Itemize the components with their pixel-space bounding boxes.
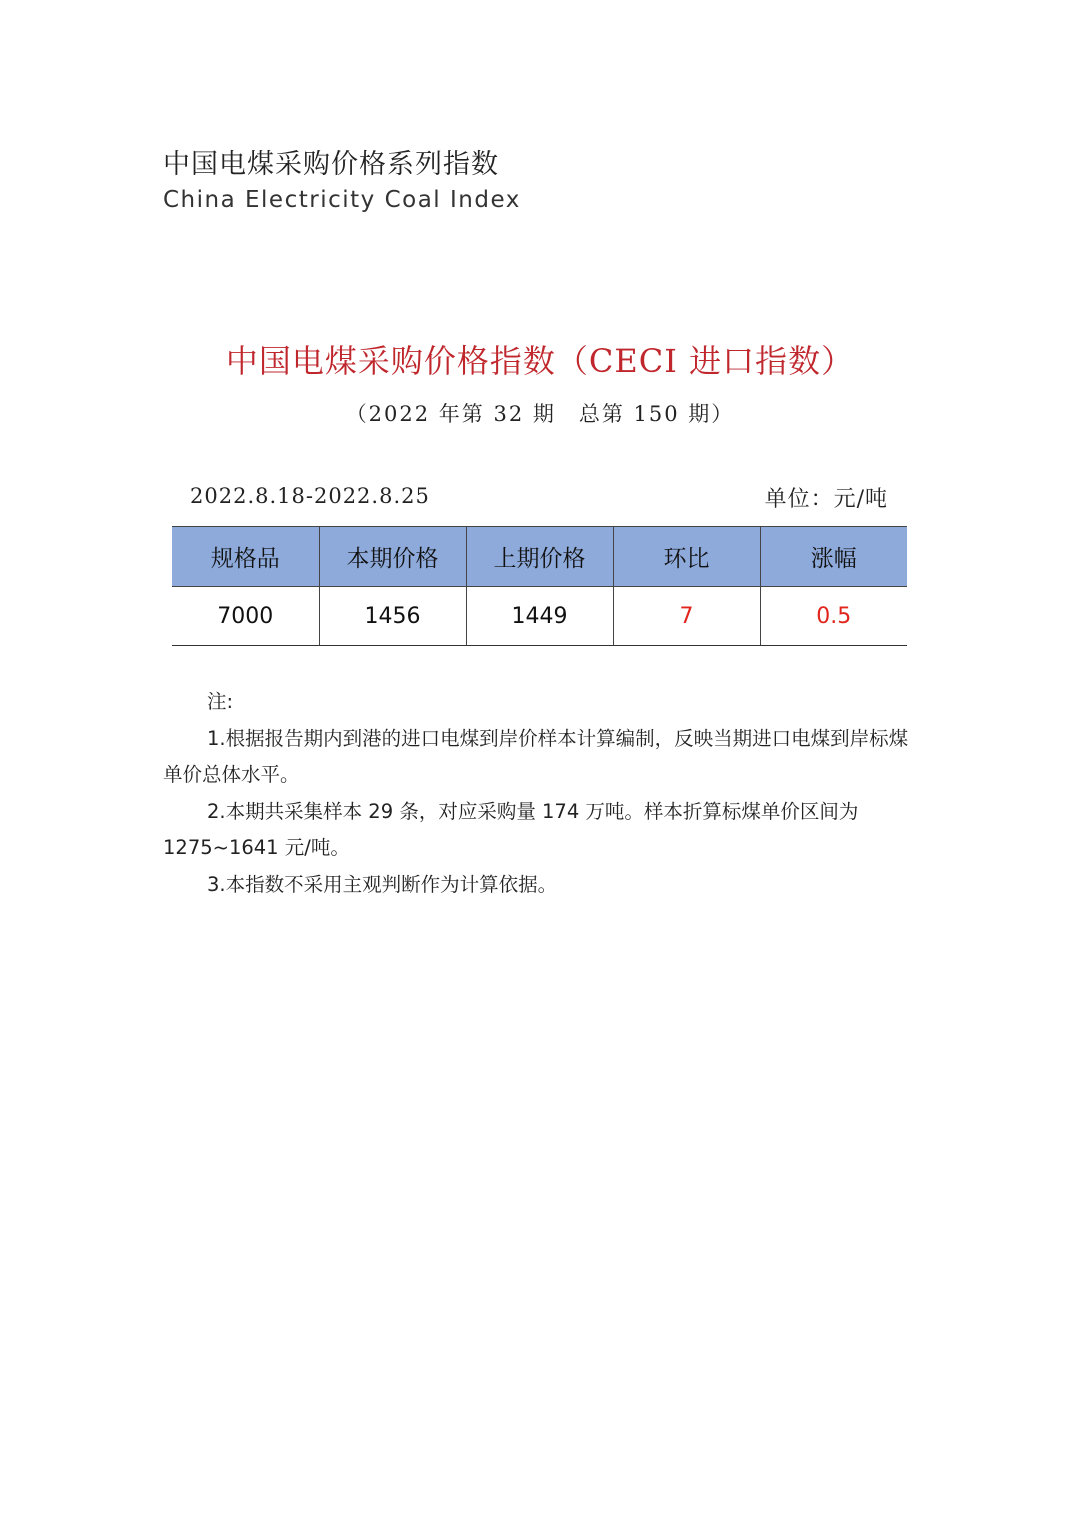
- cell-previous-price: 1449: [466, 587, 613, 646]
- issue-number: （2022 年第 32 期 总第 150 期）: [345, 402, 735, 426]
- column-header-previous-price: 上期价格: [466, 527, 613, 587]
- note-item-1: 1.根据报告期内到港的进口电煤到岸价样本计算编制，反映当期进口电煤到岸标煤单价总体水平。: [163, 726, 909, 786]
- series-title-en: China Electricity Coal Index: [163, 187, 521, 213]
- notes-label: 注:: [207, 690, 234, 713]
- column-header-current-price: 本期价格: [319, 527, 466, 587]
- notes-section: [163, 684, 918, 903]
- cell-spec: 7000: [172, 587, 319, 646]
- document-title: 中国电煤采购价格指数（CECI 进口指数）: [225, 342, 855, 380]
- table-header-row: [172, 527, 907, 587]
- note-item-2: 2.本期共采集样本 29 条，对应采购量 174 万吨。样本折算标煤单价区间为 1275~1641 元/吨。: [163, 799, 859, 859]
- unit-label: 单位：元/吨: [764, 487, 888, 512]
- cell-change: 7: [613, 587, 760, 646]
- date-range: 2022.8.18-2022.8.25: [190, 484, 430, 508]
- note-item-3: 3.本指数不采用主观判断作为计算依据。: [207, 872, 558, 896]
- table-row: [172, 587, 907, 646]
- series-title-cn: 中国电煤采购价格系列指数: [163, 149, 499, 180]
- column-header-change-rate: 涨幅: [760, 527, 907, 587]
- price-table: [172, 526, 907, 646]
- cell-change-rate: 0.5: [760, 587, 907, 646]
- column-header-change: 环比: [613, 527, 760, 587]
- column-header-spec: 规格品: [172, 527, 319, 587]
- cell-current-price: 1456: [319, 587, 466, 646]
